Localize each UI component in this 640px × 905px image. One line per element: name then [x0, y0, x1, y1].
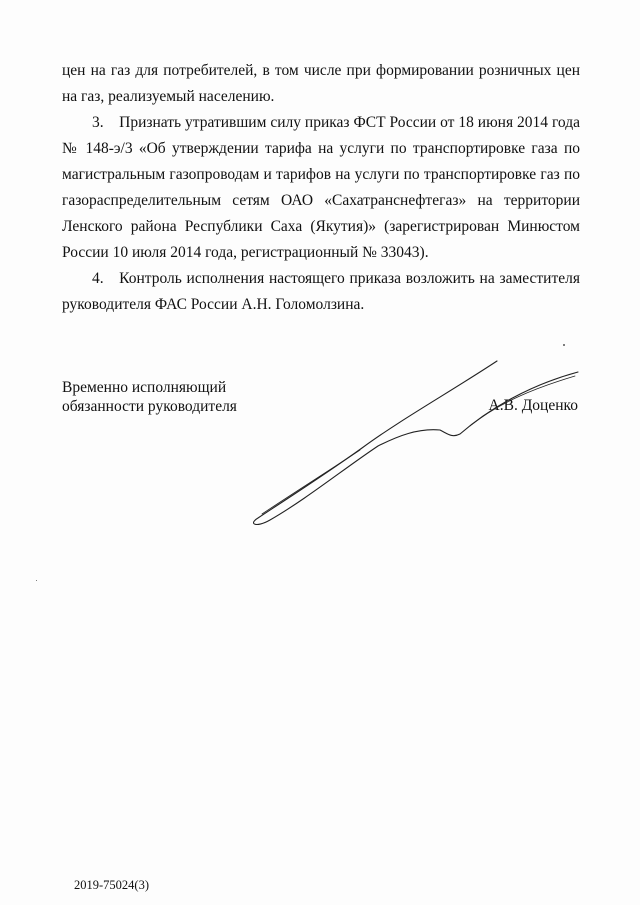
paragraph-item-4: 4. Контроль исполнения настоящего приказа возложить на заместителя руководителя ФАС России А.Н. Голомолзина.: [62, 270, 580, 313]
paragraph-item-3: 3. Признать утратившим силу приказ ФСТ России от 18 июня 2014 года № 148-э/3 «Об утверждении тарифа на услуги по транспортировке газа по магистральным газопроводам и тарифов на услуги по транспортировке газ по газораспределительным сетям ОАО «Сахатранснефтегаз» на территории Ленского района Республики Саха (Якутия)» (зарегистрирован Минюстом России 10 июля 2014 года, регистрационный № 33043).: [62, 114, 580, 261]
document-body: [62, 58, 580, 318]
scan-speck: [36, 580, 37, 581]
document-id: 2019-75024(3): [74, 878, 149, 892]
signatory-position: [62, 378, 237, 416]
signatory-position-line-1: Временно исполняющий: [62, 379, 227, 396]
paragraph-continuation: цен на газ для потребителей, в том числе при формировании розничных цен на газ, реализуемый населению.: [62, 62, 580, 105]
signatory-name: А.В. Доценко: [488, 397, 578, 414]
scan-speck: [563, 344, 565, 346]
signatory-position-line-2: обязанности руководителя: [62, 398, 237, 415]
